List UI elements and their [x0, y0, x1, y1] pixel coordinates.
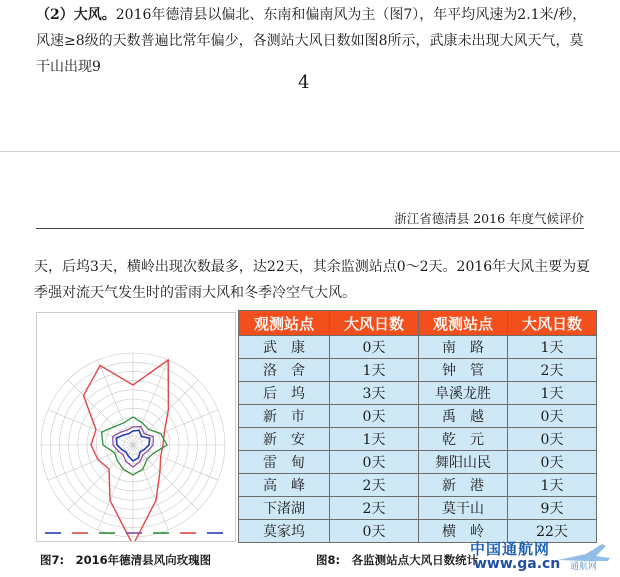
rose-grid-spoke — [133, 410, 218, 445]
station-name-cell: 横 岭 — [419, 520, 508, 543]
table-row — [239, 382, 597, 405]
table-row — [239, 428, 597, 451]
station-name-cell: 舞阳山民 — [419, 451, 508, 474]
gale-days-cell: 0天 — [508, 451, 597, 474]
station-name-cell: 新 安 — [239, 428, 330, 451]
gale-days-cell: 3天 — [330, 382, 419, 405]
gale-days-cell: 0天 — [330, 451, 419, 474]
plane-logo-icon — [556, 540, 612, 570]
table-row — [239, 336, 597, 359]
station-name-cell: 新 市 — [239, 405, 330, 428]
table-row — [239, 405, 597, 428]
running-header: 浙江省德清县 2016 年度气候评价 — [394, 211, 584, 226]
page-number: 4 — [298, 72, 310, 93]
station-name-cell: 武 康 — [239, 336, 330, 359]
station-name-cell: 下渚湖 — [239, 497, 330, 520]
top-paragraph-text: 2016年德清县以偏北、东南和偏南风为主（图7），年平均风速为2.1米/秒，风速≥8级的天数普遍比常年偏少，各测站大风日数如图8所示，武康未出现大风天气，莫干山出现9 — [36, 7, 587, 75]
station-name-cell: 雷 甸 — [239, 451, 330, 474]
table-row — [239, 451, 597, 474]
station-table — [238, 310, 597, 543]
table-header-cell: 观测站点 — [419, 311, 508, 336]
table-header-row — [239, 311, 597, 336]
station-name-cell: 阜溪龙胜 — [419, 382, 508, 405]
station-name-cell: 钟 管 — [419, 359, 508, 382]
gale-days-cell: 1天 — [330, 428, 419, 451]
table-header-cell: 大风日数 — [508, 311, 597, 336]
table-row — [239, 497, 597, 520]
gale-days-cell: 22天 — [508, 520, 597, 543]
gale-days-cell: 0天 — [508, 428, 597, 451]
gale-days-cell: 0天 — [330, 336, 419, 359]
station-name-cell: 洛 舍 — [239, 359, 330, 382]
gale-days-cell: 0天 — [330, 520, 419, 543]
page-divider — [0, 151, 620, 152]
gale-days-cell: 2天 — [330, 474, 419, 497]
continued-paragraph: 天，后坞3天，横岭出现次数最多，达22天，其余监测站点0～2天。2016年大风主要为夏季强对流天气发生时的雷雨大风和冬季冷空气大风。 — [34, 259, 591, 301]
watermark-line-1: 中国通航网 — [470, 540, 551, 558]
wind-rose-chart — [37, 313, 235, 541]
gale-days-cell: 2天 — [508, 359, 597, 382]
station-name-cell: 莫干山 — [419, 497, 508, 520]
table-header-cell: 观测站点 — [239, 311, 330, 336]
station-name-cell: 新 港 — [419, 474, 508, 497]
station-name-cell: 高 峰 — [239, 474, 330, 497]
rose-grid-spoke — [48, 445, 133, 480]
station-name-cell: 南 路 — [419, 336, 508, 359]
figure-7-caption: 图7: 2016年德清县风向玫瑰图 — [40, 553, 212, 567]
gale-days-cell: 1天 — [330, 359, 419, 382]
section-heading: （2）大风。 — [36, 7, 116, 23]
table-header-cell: 大风日数 — [330, 311, 419, 336]
gale-days-cell: 2天 — [330, 497, 419, 520]
gale-days-cell: 0天 — [330, 405, 419, 428]
figure-8-caption: 图8: 各监测站点大风日数统计 — [316, 553, 479, 567]
table-row — [239, 359, 597, 382]
rose-grid-spoke — [98, 445, 133, 530]
watermark-line-2: www.ga.cn — [474, 556, 561, 572]
station-name-cell: 禹 越 — [419, 405, 508, 428]
header-rule — [36, 228, 584, 229]
station-name-cell: 莫家坞 — [239, 520, 330, 543]
gale-days-cell: 1天 — [508, 336, 597, 359]
gale-days-cell: 1天 — [508, 474, 597, 497]
wind-rose-figure — [36, 312, 236, 542]
top-paragraph — [36, 2, 596, 80]
station-name-cell: 后 坞 — [239, 382, 330, 405]
gale-days-cell: 1天 — [508, 382, 597, 405]
station-name-cell: 乾 元 — [419, 428, 508, 451]
watermark-logo-text: 通航网 — [570, 562, 598, 570]
gale-days-cell: 0天 — [508, 405, 597, 428]
table-row — [239, 474, 597, 497]
rose-grid-spoke — [98, 360, 133, 445]
watermark — [464, 538, 614, 574]
gale-days-cell: 9天 — [508, 497, 597, 520]
